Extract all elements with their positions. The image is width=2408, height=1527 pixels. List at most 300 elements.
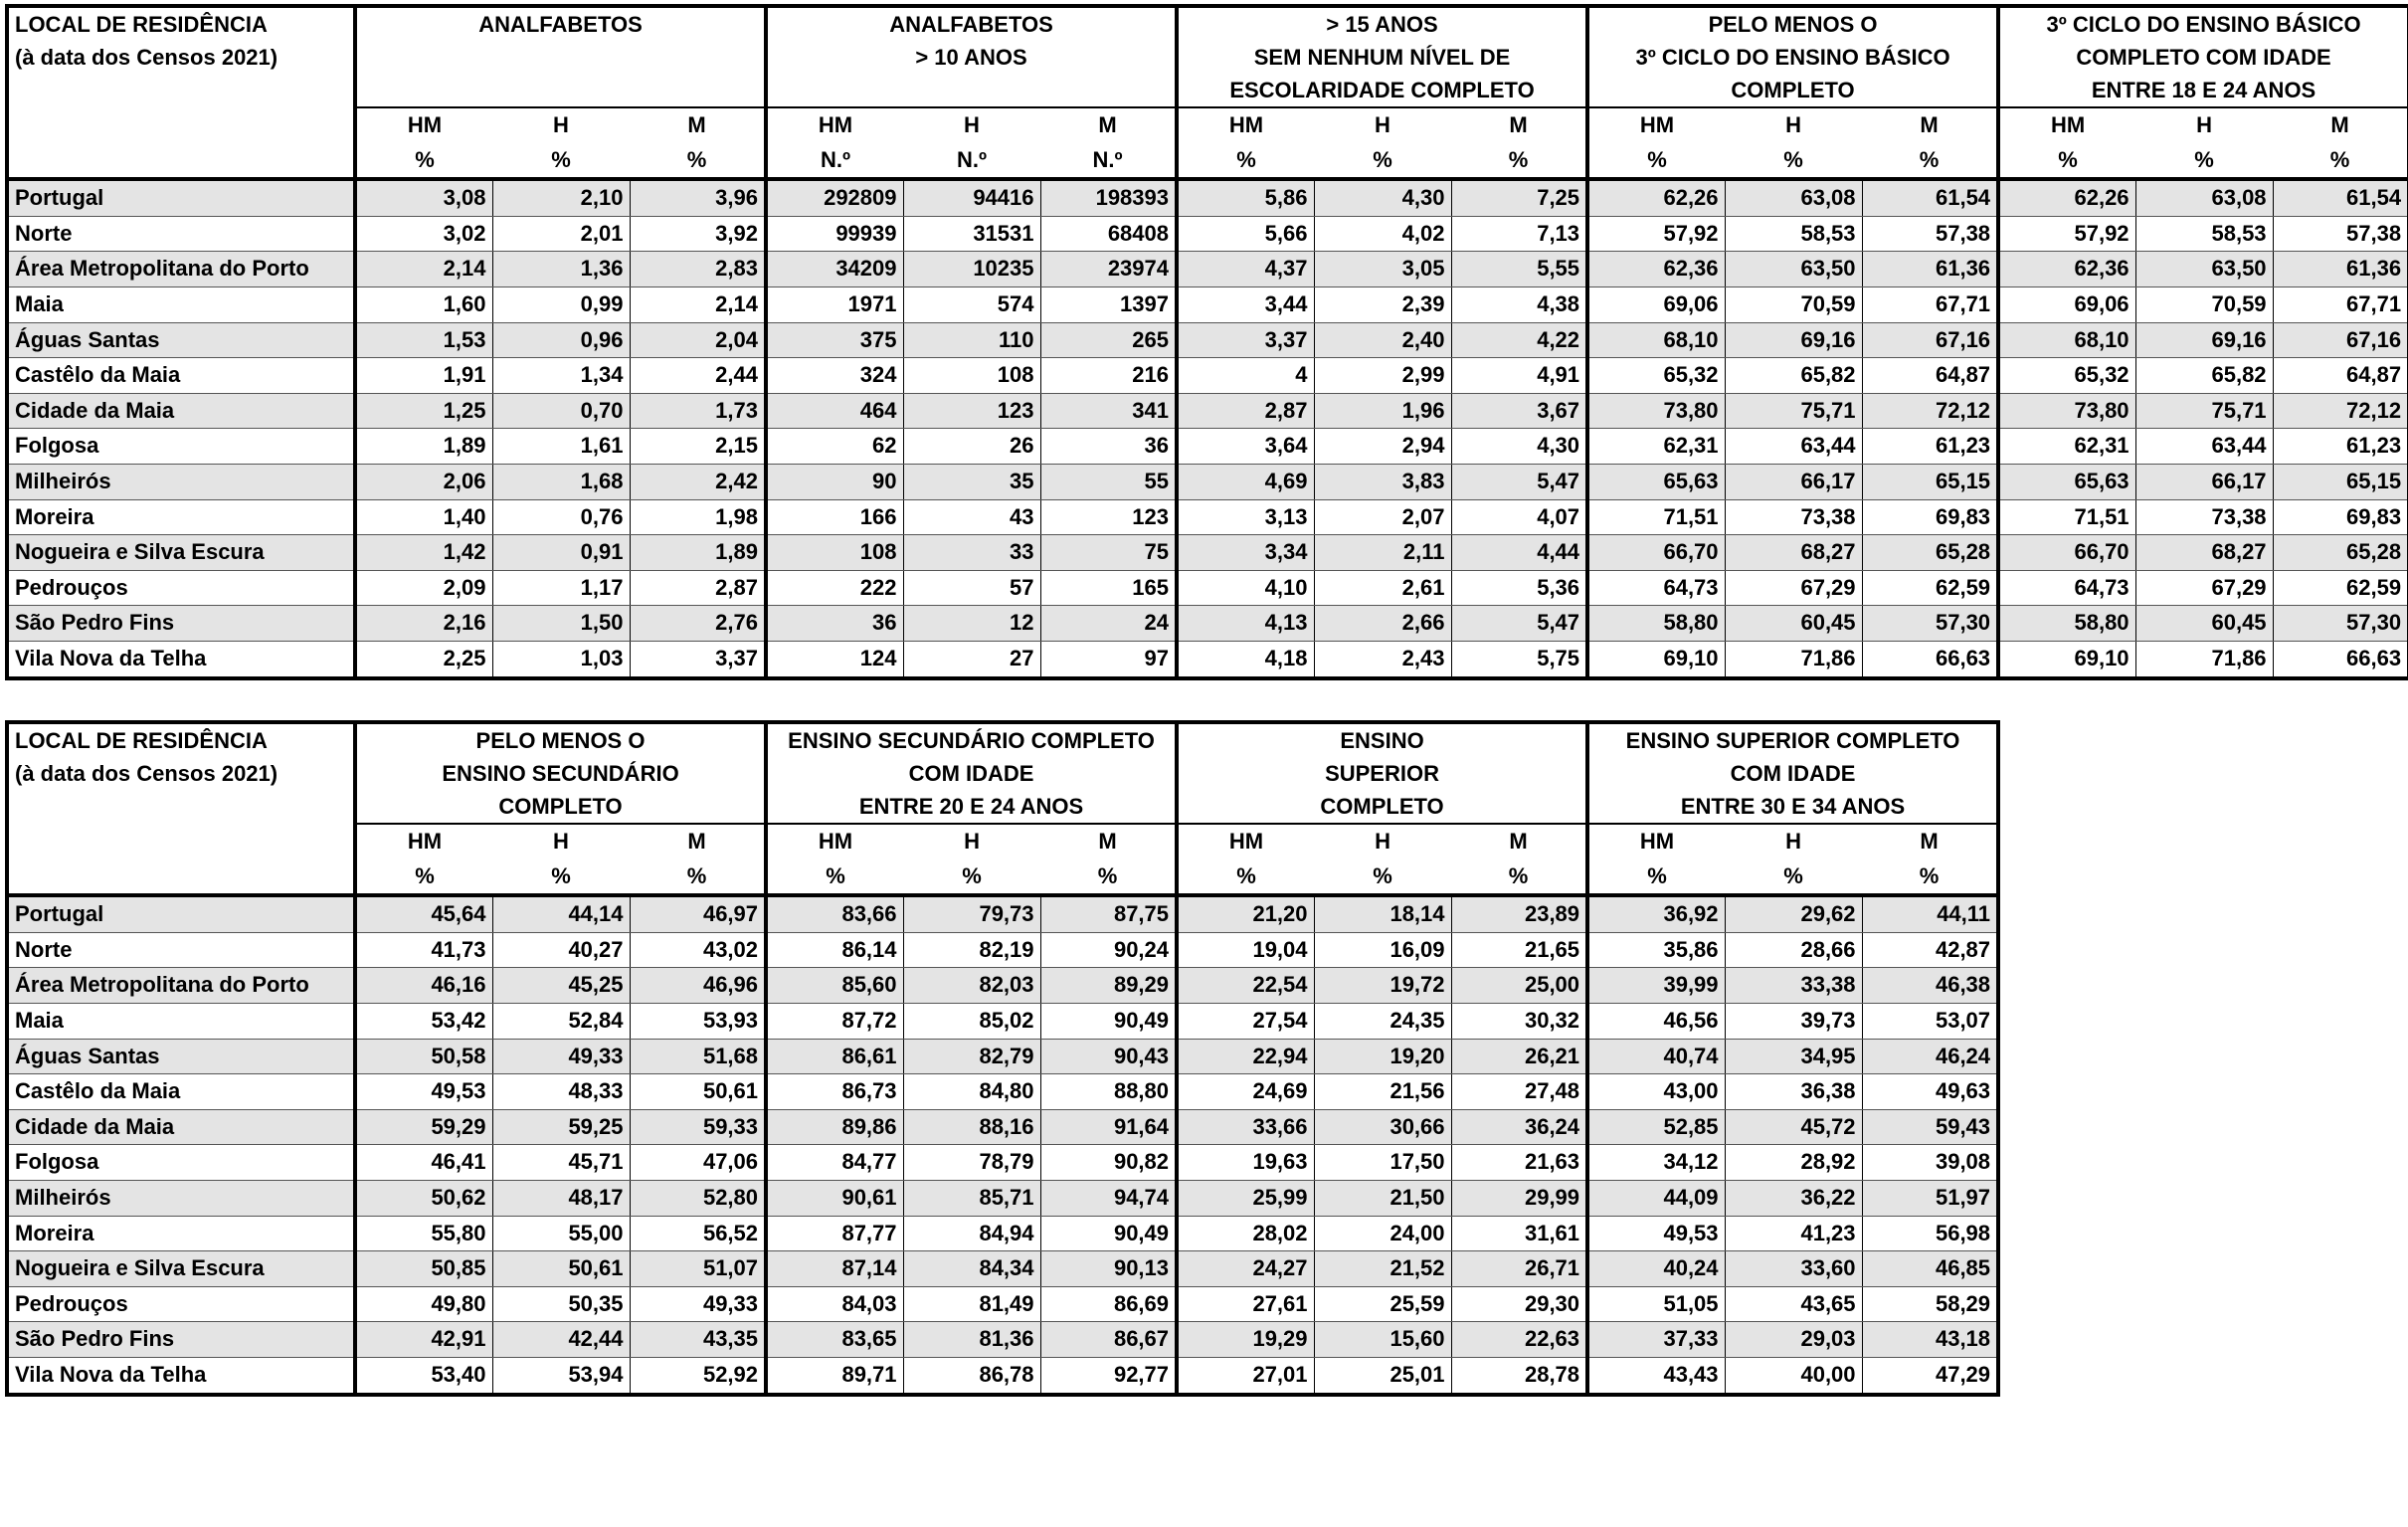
table-cell: 44,09 xyxy=(1587,1180,1725,1216)
table-cell: 24 xyxy=(1040,606,1177,642)
table-cell: 0,99 xyxy=(492,286,630,322)
table-cell: 2,61 xyxy=(1314,570,1451,606)
group-header-line: COMPLETO xyxy=(1320,794,1444,819)
column-unit-label: % xyxy=(1587,859,1725,896)
table-cell: 222 xyxy=(766,570,903,606)
table-cell: 67,71 xyxy=(1862,286,1998,322)
table-cell: 59,43 xyxy=(1862,1109,1998,1145)
table-cell: 110 xyxy=(903,322,1040,358)
table-cell: 46,38 xyxy=(1862,968,1998,1004)
table-cell: 75 xyxy=(1040,535,1177,571)
column-sex-label: M xyxy=(1862,824,1998,859)
table-cell: 51,07 xyxy=(630,1251,766,1287)
table-cell: 40,27 xyxy=(492,932,630,968)
column-sex-label: M xyxy=(1040,824,1177,859)
table-cell: 2,87 xyxy=(630,570,766,606)
table-cell: 55 xyxy=(1040,464,1177,499)
table-cell: 30,66 xyxy=(1314,1109,1451,1145)
table-cell: 50,61 xyxy=(630,1074,766,1110)
table-cell: 88,16 xyxy=(903,1109,1040,1145)
table-cell: 1,25 xyxy=(355,393,492,429)
table-cell: 81,36 xyxy=(903,1322,1040,1358)
column-sex-label: HM xyxy=(1177,107,1314,143)
column-unit-label: % xyxy=(355,143,492,180)
row-location-name: Águas Santas xyxy=(7,1039,355,1074)
table-cell: 43,02 xyxy=(630,932,766,968)
table-cell: 36,38 xyxy=(1725,1074,1862,1110)
column-sex-label: H xyxy=(1314,824,1451,859)
table-cell: 59,29 xyxy=(355,1109,492,1145)
location-header-line: (à data dos Censos 2021) xyxy=(15,761,278,786)
table-cell: 5,86 xyxy=(1177,179,1314,216)
table-cell: 41,73 xyxy=(355,932,492,968)
row-location-name: Vila Nova da Telha xyxy=(7,1357,355,1394)
table-cell: 55,00 xyxy=(492,1216,630,1251)
table-cell: 33 xyxy=(903,535,1040,571)
table-cell: 50,85 xyxy=(355,1251,492,1287)
table-cell: 90 xyxy=(766,464,903,499)
table-cell: 33,60 xyxy=(1725,1251,1862,1287)
column-unit-label: % xyxy=(492,143,630,180)
table-cell: 90,43 xyxy=(1040,1039,1177,1074)
table-cell: 2,83 xyxy=(630,252,766,287)
row-location-name: São Pedro Fins xyxy=(7,1322,355,1358)
table-cell: 31,61 xyxy=(1451,1216,1587,1251)
row-location-name: Maia xyxy=(7,286,355,322)
table-cell: 15,60 xyxy=(1314,1322,1451,1358)
table-cell: 62,36 xyxy=(1587,252,1725,287)
table-cell: 35 xyxy=(903,464,1040,499)
table-cell: 69,10 xyxy=(1587,641,1725,677)
column-unit-label: % xyxy=(766,859,903,896)
table-row xyxy=(7,932,1998,968)
table-cell: 24,27 xyxy=(1177,1251,1314,1287)
row-location-name: Norte xyxy=(7,932,355,968)
group-header-line: SEM NENHUM NÍVEL DE xyxy=(1253,45,1511,70)
location-header-line: LOCAL DE RESIDÊNCIA xyxy=(15,728,268,753)
row-location-name: Moreira xyxy=(7,499,355,535)
table-cell: 47,06 xyxy=(630,1145,766,1181)
table-cell: 87,72 xyxy=(766,1003,903,1039)
table-cell: 66,17 xyxy=(2135,464,2273,499)
table-cell: 60,45 xyxy=(2135,606,2273,642)
table-cell: 33,66 xyxy=(1177,1109,1314,1145)
table-cell: 4,22 xyxy=(1451,322,1587,358)
table-cell: 61,36 xyxy=(2273,252,2408,287)
table-cell: 43,65 xyxy=(1725,1286,1862,1322)
row-location-name: Folgosa xyxy=(7,1145,355,1181)
column-sex-label: M xyxy=(630,824,766,859)
table-cell: 65,28 xyxy=(2273,535,2408,571)
table-cell: 198393 xyxy=(1040,179,1177,216)
table-cell: 87,75 xyxy=(1040,895,1177,932)
table-cell: 75,71 xyxy=(2135,393,2273,429)
row-location-name: Maia xyxy=(7,1003,355,1039)
table-cell: 88,80 xyxy=(1040,1074,1177,1110)
table-cell: 27,54 xyxy=(1177,1003,1314,1039)
table-cell: 34,12 xyxy=(1587,1145,1725,1181)
column-sex-label: HM xyxy=(355,824,492,859)
row-location-name: Pedrouços xyxy=(7,570,355,606)
column-unit-label: % xyxy=(1862,859,1998,896)
table-cell: 3,64 xyxy=(1177,429,1314,465)
table-cell: 68,27 xyxy=(1725,535,1862,571)
table-cell: 63,08 xyxy=(1725,179,1862,216)
table-cell: 25,00 xyxy=(1451,968,1587,1004)
table-cell: 57,38 xyxy=(1862,216,1998,252)
group-header-line: ENSINO xyxy=(1340,728,1424,753)
table-cell: 1,03 xyxy=(492,641,630,677)
table-cell: 89,86 xyxy=(766,1109,903,1145)
column-sex-label: HM xyxy=(1587,107,1725,143)
table-cell: 1,91 xyxy=(355,358,492,394)
table-cell: 44,11 xyxy=(1862,895,1998,932)
table-cell: 65,15 xyxy=(1862,464,1998,499)
table-cell: 19,72 xyxy=(1314,968,1451,1004)
table-cell: 24,69 xyxy=(1177,1074,1314,1110)
table-cell: 21,63 xyxy=(1451,1145,1587,1181)
table-cell: 44,14 xyxy=(492,895,630,932)
table-cell: 1,96 xyxy=(1314,393,1451,429)
table-cell: 2,99 xyxy=(1314,358,1451,394)
table-cell: 64,87 xyxy=(2273,358,2408,394)
row-location-name: Área Metropolitana do Porto xyxy=(7,968,355,1004)
table-cell: 123 xyxy=(1040,499,1177,535)
table-cell: 51,97 xyxy=(1862,1180,1998,1216)
table-cell: 21,65 xyxy=(1451,932,1587,968)
table-cell: 4,18 xyxy=(1177,641,1314,677)
table-cell: 124 xyxy=(766,641,903,677)
table-cell: 39,73 xyxy=(1725,1003,1862,1039)
column-unit-label: % xyxy=(630,143,766,180)
table-cell: 21,50 xyxy=(1314,1180,1451,1216)
table-cell: 1,42 xyxy=(355,535,492,571)
table-cell: 92,77 xyxy=(1040,1357,1177,1394)
table-cell: 1,17 xyxy=(492,570,630,606)
table-cell: 58,80 xyxy=(1587,606,1725,642)
table-cell: 1,98 xyxy=(630,499,766,535)
column-sex-label: M xyxy=(630,107,766,143)
table-cell: 2,11 xyxy=(1314,535,1451,571)
row-location-name: Milheirós xyxy=(7,1180,355,1216)
table-cell: 0,96 xyxy=(492,322,630,358)
table-cell: 71,86 xyxy=(2135,641,2273,677)
table-cell: 4,30 xyxy=(1451,429,1587,465)
group-header-line: ENTRE 18 E 24 ANOS xyxy=(2091,78,2316,102)
table-row xyxy=(7,393,2408,429)
table-cell: 59,25 xyxy=(492,1109,630,1145)
table-cell: 63,08 xyxy=(2135,179,2273,216)
table-cell: 3,96 xyxy=(630,179,766,216)
table-cell: 46,56 xyxy=(1587,1003,1725,1039)
table-cell: 0,70 xyxy=(492,393,630,429)
table-cell: 58,53 xyxy=(1725,216,1862,252)
table-cell: 53,40 xyxy=(355,1357,492,1394)
table-cell: 375 xyxy=(766,322,903,358)
table-cell: 5,75 xyxy=(1451,641,1587,677)
column-sex-label: HM xyxy=(1587,824,1725,859)
table-cell: 2,39 xyxy=(1314,286,1451,322)
table-cell: 4,07 xyxy=(1451,499,1587,535)
table-cell: 36 xyxy=(1040,429,1177,465)
table-row xyxy=(7,252,2408,287)
group-header-line: ANALFABETOS xyxy=(889,12,1053,37)
column-unit-label: % xyxy=(1451,143,1587,180)
table-cell: 40,74 xyxy=(1587,1039,1725,1074)
table-cell: 2,66 xyxy=(1314,606,1451,642)
table-cell: 63,50 xyxy=(2135,252,2273,287)
table-cell: 3,44 xyxy=(1177,286,1314,322)
table-cell: 90,61 xyxy=(766,1180,903,1216)
table-cell: 2,04 xyxy=(630,322,766,358)
table-cell: 66,70 xyxy=(1998,535,2135,571)
table-row xyxy=(7,1003,1998,1039)
table-cell: 3,05 xyxy=(1314,252,1451,287)
table-cell: 33,38 xyxy=(1725,968,1862,1004)
table-cell: 21,20 xyxy=(1177,895,1314,932)
group-header-line: COMPLETO xyxy=(498,794,623,819)
table-cell: 55,80 xyxy=(355,1216,492,1251)
table-cell: 2,15 xyxy=(630,429,766,465)
table-cell: 58,29 xyxy=(1862,1286,1998,1322)
table-cell: 22,63 xyxy=(1451,1322,1587,1358)
table-cell: 37,33 xyxy=(1587,1322,1725,1358)
table-cell: 57 xyxy=(903,570,1040,606)
table-row xyxy=(7,1180,1998,1216)
table-cell: 3,37 xyxy=(1177,322,1314,358)
table-cell: 3,67 xyxy=(1451,393,1587,429)
table-cell: 341 xyxy=(1040,393,1177,429)
table-cell: 50,62 xyxy=(355,1180,492,1216)
row-location-name: Nogueira e Silva Escura xyxy=(7,535,355,571)
table-cell: 82,79 xyxy=(903,1039,1040,1074)
group-header xyxy=(355,722,766,824)
table-cell: 3,92 xyxy=(630,216,766,252)
table-cell: 1,50 xyxy=(492,606,630,642)
table-cell: 94,74 xyxy=(1040,1180,1177,1216)
table-cell: 49,80 xyxy=(355,1286,492,1322)
table-cell: 84,77 xyxy=(766,1145,903,1181)
table-cell: 265 xyxy=(1040,322,1177,358)
table-cell: 2,87 xyxy=(1177,393,1314,429)
table-cell: 67,29 xyxy=(2135,570,2273,606)
table-cell: 64,87 xyxy=(1862,358,1998,394)
row-location-name: Folgosa xyxy=(7,429,355,465)
table-cell: 62,26 xyxy=(1587,179,1725,216)
table-cell: 34209 xyxy=(766,252,903,287)
table-cell: 43,35 xyxy=(630,1322,766,1358)
table-cell: 1,53 xyxy=(355,322,492,358)
table-row xyxy=(7,322,2408,358)
table-cell: 4,91 xyxy=(1451,358,1587,394)
table-cell: 27,48 xyxy=(1451,1074,1587,1110)
table-cell: 3,37 xyxy=(630,641,766,677)
table-cell: 56,52 xyxy=(630,1216,766,1251)
table-cell: 63,44 xyxy=(2135,429,2273,465)
group-header-line: ENTRE 30 E 34 ANOS xyxy=(1680,794,1906,819)
table-cell: 78,79 xyxy=(903,1145,1040,1181)
column-unit-label: % xyxy=(492,859,630,896)
table-cell: 62,36 xyxy=(1998,252,2135,287)
group-header-line: COM IDADE xyxy=(1730,761,1856,786)
table-cell: 60,45 xyxy=(1725,606,1862,642)
table-cell: 84,94 xyxy=(903,1216,1040,1251)
table-cell: 62,59 xyxy=(1862,570,1998,606)
table-cell: 73,80 xyxy=(1587,393,1725,429)
row-location-name: Nogueira e Silva Escura xyxy=(7,1251,355,1287)
group-header-line: ENSINO SECUNDÁRIO xyxy=(442,761,679,786)
group-header-line xyxy=(363,74,758,106)
table-row xyxy=(7,429,2408,465)
table-row xyxy=(7,968,1998,1004)
table-cell: 165 xyxy=(1040,570,1177,606)
table-cell: 108 xyxy=(903,358,1040,394)
table-cell: 123 xyxy=(903,393,1040,429)
table-cell: 79,73 xyxy=(903,895,1040,932)
table-cell: 4,02 xyxy=(1314,216,1451,252)
table-cell: 22,94 xyxy=(1177,1039,1314,1074)
table-cell: 65,63 xyxy=(1998,464,2135,499)
table-cell: 87,77 xyxy=(766,1216,903,1251)
table-cell: 42,91 xyxy=(355,1322,492,1358)
table-cell: 21,52 xyxy=(1314,1251,1451,1287)
group-header-line: COMPLETO xyxy=(1731,78,1855,102)
table-cell: 464 xyxy=(766,393,903,429)
table-cell: 75,71 xyxy=(1725,393,1862,429)
table-row xyxy=(7,1145,1998,1181)
table-cell: 82,19 xyxy=(903,932,1040,968)
column-sex-label: M xyxy=(2273,107,2408,143)
table-cell: 99939 xyxy=(766,216,903,252)
table-cell: 25,01 xyxy=(1314,1357,1451,1394)
table-cell: 5,66 xyxy=(1177,216,1314,252)
table-cell: 63,50 xyxy=(1725,252,1862,287)
table-cell: 83,66 xyxy=(766,895,903,932)
table-cell: 90,13 xyxy=(1040,1251,1177,1287)
table-cell: 91,64 xyxy=(1040,1109,1177,1145)
group-header-line xyxy=(363,41,758,74)
table-cell: 57,92 xyxy=(1998,216,2135,252)
table-cell: 70,59 xyxy=(2135,286,2273,322)
table-cell: 0,91 xyxy=(492,535,630,571)
group-header-line: > 15 ANOS xyxy=(1326,12,1438,37)
table-cell: 25,99 xyxy=(1177,1180,1314,1216)
table-cell: 36,22 xyxy=(1725,1180,1862,1216)
table-cell: 71,51 xyxy=(1998,499,2135,535)
table-cell: 2,76 xyxy=(630,606,766,642)
table-cell: 36,24 xyxy=(1451,1109,1587,1145)
table-cell: 63,44 xyxy=(1725,429,1862,465)
column-unit-label: N.º xyxy=(1040,143,1177,180)
table-cell: 62,26 xyxy=(1998,179,2135,216)
table-cell: 90,24 xyxy=(1040,932,1177,968)
table-cell: 71,51 xyxy=(1587,499,1725,535)
column-unit-label: % xyxy=(1862,143,1998,180)
table-cell: 45,25 xyxy=(492,968,630,1004)
table-cell: 26,21 xyxy=(1451,1039,1587,1074)
table-cell: 0,76 xyxy=(492,499,630,535)
table-cell: 2,43 xyxy=(1314,641,1451,677)
table-cell: 23,89 xyxy=(1451,895,1587,932)
table-cell: 83,65 xyxy=(766,1322,903,1358)
table-cell: 27,01 xyxy=(1177,1357,1314,1394)
table-cell: 62,31 xyxy=(1587,429,1725,465)
group-header-line: 3º CICLO DO ENSINO BÁSICO xyxy=(1635,45,1950,70)
row-location-name: Castêlo da Maia xyxy=(7,1074,355,1110)
column-sex-label: HM xyxy=(355,107,492,143)
table-cell: 82,03 xyxy=(903,968,1040,1004)
column-sex-label: HM xyxy=(1998,107,2135,143)
table-cell: 39,08 xyxy=(1862,1145,1998,1181)
table-cell: 3,34 xyxy=(1177,535,1314,571)
table-cell: 62 xyxy=(766,429,903,465)
table-cell: 4,13 xyxy=(1177,606,1314,642)
group-header-line: ENSINO SUPERIOR COMPLETO xyxy=(1625,728,1960,753)
row-location-name: Águas Santas xyxy=(7,322,355,358)
table-cell: 23974 xyxy=(1040,252,1177,287)
row-location-name: Cidade da Maia xyxy=(7,1109,355,1145)
header-row-groups xyxy=(7,6,2408,107)
table-cell: 2,07 xyxy=(1314,499,1451,535)
group-header-line: PELO MENOS O xyxy=(1708,12,1878,37)
table-cell: 66,63 xyxy=(2273,641,2408,677)
group-header-line xyxy=(774,74,1169,106)
table-cell: 4,44 xyxy=(1451,535,1587,571)
table-cell: 24,35 xyxy=(1314,1003,1451,1039)
table-cell: 46,97 xyxy=(630,895,766,932)
table-cell: 57,92 xyxy=(1587,216,1725,252)
table-cell: 86,61 xyxy=(766,1039,903,1074)
table-cell: 166 xyxy=(766,499,903,535)
location-header-line: (à data dos Censos 2021) xyxy=(15,45,278,70)
table-cell: 64,73 xyxy=(1587,570,1725,606)
table-cell: 3,08 xyxy=(355,179,492,216)
table-cell: 29,62 xyxy=(1725,895,1862,932)
table-cell: 35,86 xyxy=(1587,932,1725,968)
table-cell: 21,56 xyxy=(1314,1074,1451,1110)
table-cell: 4 xyxy=(1177,358,1314,394)
row-location-name: Vila Nova da Telha xyxy=(7,641,355,677)
column-sex-label: HM xyxy=(766,824,903,859)
table-cell: 2,25 xyxy=(355,641,492,677)
table-cell: 68,27 xyxy=(2135,535,2273,571)
group-header-line: COMPLETO COM IDADE xyxy=(2076,45,2331,70)
group-header-line: PELO MENOS O xyxy=(475,728,646,753)
table-cell: 19,20 xyxy=(1314,1039,1451,1074)
table-cell: 50,58 xyxy=(355,1039,492,1074)
column-unit-label: % xyxy=(1314,859,1451,896)
table-cell: 62,31 xyxy=(1998,429,2135,465)
table-row xyxy=(7,1357,1998,1394)
table-cell: 50,61 xyxy=(492,1251,630,1287)
table-cell: 26,71 xyxy=(1451,1251,1587,1287)
table-cell: 1,73 xyxy=(630,393,766,429)
row-location-name: Portugal xyxy=(7,179,355,216)
table-cell: 53,94 xyxy=(492,1357,630,1394)
group-header-line: SUPERIOR xyxy=(1325,761,1439,786)
table-cell: 49,63 xyxy=(1862,1074,1998,1110)
table-cell: 56,98 xyxy=(1862,1216,1998,1251)
table-cell: 84,03 xyxy=(766,1286,903,1322)
table-cell: 72,12 xyxy=(2273,393,2408,429)
table-cell: 53,42 xyxy=(355,1003,492,1039)
table-cell: 1,61 xyxy=(492,429,630,465)
column-unit-label: % xyxy=(1725,143,1862,180)
table-cell: 46,96 xyxy=(630,968,766,1004)
column-sex-label: H xyxy=(1725,824,1862,859)
column-unit-label: % xyxy=(1177,859,1314,896)
column-unit-label: % xyxy=(903,859,1040,896)
